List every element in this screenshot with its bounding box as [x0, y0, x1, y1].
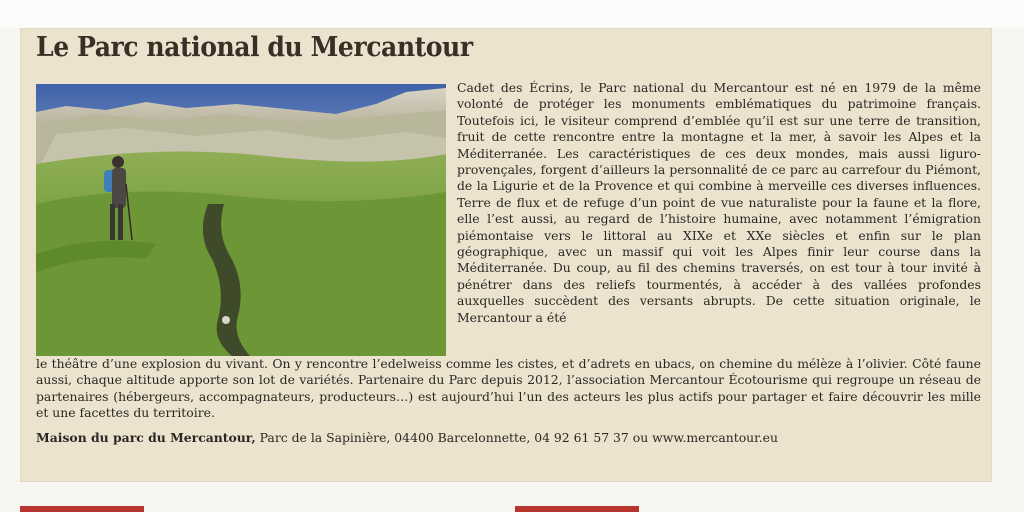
article-box	[20, 28, 992, 482]
next-article-strip	[20, 506, 144, 512]
scan-background	[0, 0, 1024, 28]
article-title: Le Parc national du Mercantour	[36, 32, 473, 63]
article-body-column: Cadet des Écrins, le Parc national du Mercantour est né en 1979 de la même volonté de protéger les monuments emblématiques du patrimoine français. Toutefois ici, le visiteur comprend d’emblée qu’il est sur une terre de transition, fruit de cette rencontre entre la montagne et la mer, à savoir les Alpes et la Méditerranée. Les caractéristiques de ces deux mondes, mais aussi liguro-provençales, forgent d’ailleurs la personnalité de ce parc au carrefour du Piémont, de la Ligurie et de la Provence et qui combine à merveille ces diverses influences. Terre de flux et de refuge d’un point de vue naturaliste pour la faune et la flore, elle l’est aussi, au regard de l’histoire humaine, avec notamment l’émigration piémontaise vers le littoral au XIXe et XXe siècles et enfin sur le plan géographique, avec un massif qui voit les Alpes finir leur course dans la Méditerranée. Du coup, au fil des chemins traversés, on est tour à tour invité à pénétrer dans des reliefs tourmentés, à accéder à des vallées profondes auxquelles succèdent des versants abrupts. De cette situation originale, le Mercantour a été	[457, 80, 981, 325]
contact-line	[36, 430, 981, 446]
contact-name: Maison du parc du Mercantour,	[36, 430, 256, 445]
article-body-full-width: le théâtre d’une explosion du vivant. On y rencontre l’edelweiss comme les cistes, et d’adrets en ubacs, on chemine du mélèze à l’olivier. Côté faune aussi, chaque altitude apporte son lot de variétés. Partenaire du Parc depuis 2012, l’association Mercantour Écotourisme qui regroupe un réseau de partenaires (hébergeurs, accompagnateurs, producteurs…) est aujourd’hui l’un des acteurs les plus actifs pour partager et faire découvrir les mille et une facettes du territoire.	[36, 356, 981, 421]
mountain-meadow-photo	[36, 84, 446, 356]
next-article-strip	[515, 506, 639, 512]
mountain-meadow-hiker-icon	[36, 84, 446, 356]
contact-details: Parc de la Sapinière, 04400 Barcelonnette, 04 92 61 57 37 ou www.mercantour.eu	[255, 430, 778, 445]
